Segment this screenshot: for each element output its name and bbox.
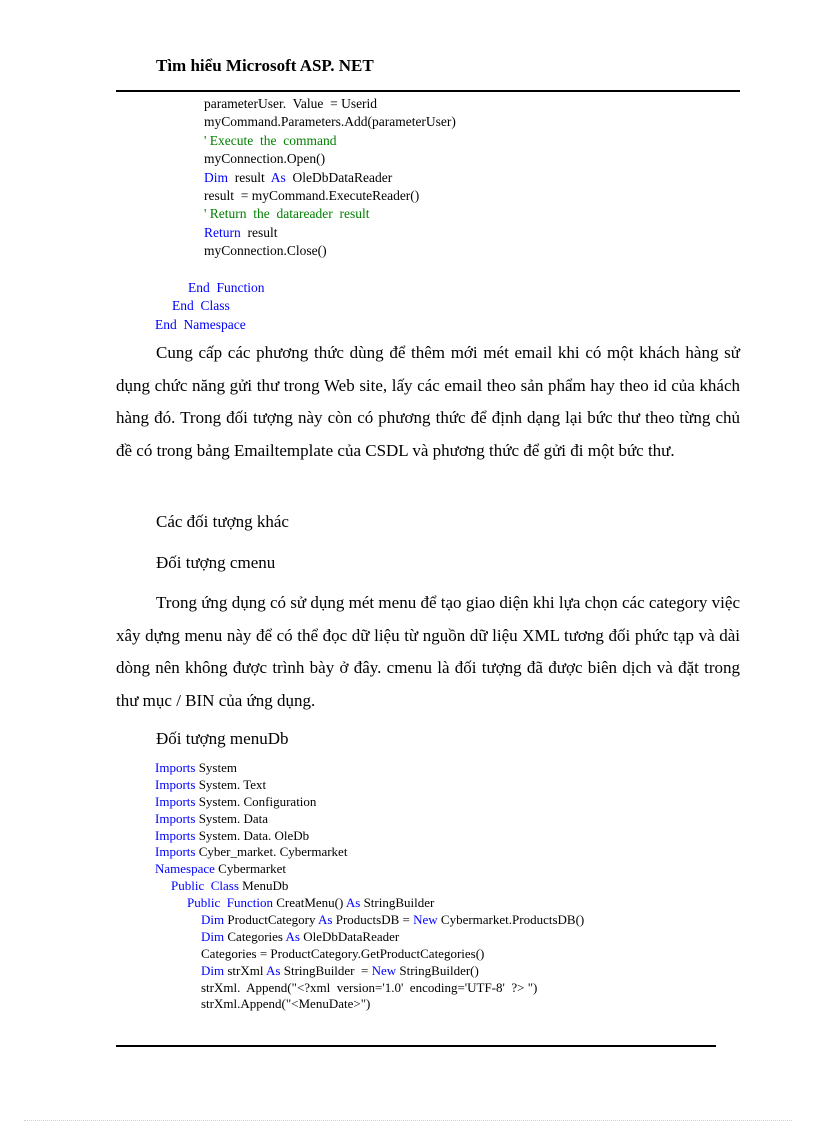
- code-text: strXml.Append("<MenuDate>"): [201, 996, 371, 1012]
- code-text: System. Configuration: [195, 793, 317, 809]
- code-line: [0, 242, 456, 260]
- code-comment: ' Return the datareader result: [204, 206, 370, 222]
- code-line: [0, 844, 584, 861]
- code-line: [0, 95, 456, 113]
- code-text: Cybermarket.ProductsDB(): [437, 912, 585, 928]
- code-line: [0, 811, 584, 828]
- code-keyword: Public Function: [187, 895, 273, 911]
- code-text: parameterUser. Value = Userid: [204, 96, 378, 111]
- code-text: System: [195, 760, 237, 775]
- header-title: Tìm hiểu Microsoft ASP. NET: [156, 56, 374, 75]
- code-text: System. Text: [195, 776, 267, 792]
- code-text: CreatMenu(): [272, 895, 346, 911]
- code-line: [0, 169, 456, 187]
- code-keyword: Imports: [155, 793, 196, 809]
- code-keyword: Public Class: [171, 878, 239, 894]
- code-line: [0, 279, 456, 297]
- code-text: OleDbDataReader: [299, 928, 400, 944]
- code-keyword: End Class: [172, 298, 230, 314]
- code-keyword: As: [318, 912, 333, 928]
- code-text: strXml. Append("<?xml version='1.0' encoding='UTF-8' ?> "): [201, 979, 538, 995]
- code-line: [0, 878, 584, 895]
- footer-rule: [116, 1045, 716, 1047]
- paragraph-2-text: Trong ứng dụng có sử dụng mét menu để tạo giao diện khi lựa chọn các category việc xây dựng menu này để có thể đọc dữ liệu từ nguồn dữ liệu XML tương đối phức tạp và dài dòng nên không được trình bày ở đây. cmenu là đối tượng đã được biên dịch và đặt trong thư mục / BIN của ứng dụng.: [116, 593, 740, 710]
- code-keyword: End Function: [188, 279, 265, 295]
- code-text: myCommand.Parameters.Add(parameterUser): [204, 114, 456, 130]
- code-text: Cybermarket: [214, 861, 287, 877]
- code-line: [0, 261, 456, 279]
- paragraph-1: [116, 337, 740, 467]
- code-text: myConnection.Close(): [204, 243, 327, 259]
- code-text: myConnection.Open(): [204, 151, 326, 167]
- code-block-1: [0, 95, 456, 334]
- code-line: [0, 113, 456, 131]
- code-keyword: As: [345, 895, 361, 911]
- code-keyword: Dim: [204, 169, 229, 185]
- code-line: [0, 297, 456, 315]
- code-keyword: Dim: [201, 962, 225, 978]
- code-line: [0, 861, 584, 878]
- code-text: System. Data. OleDb: [195, 827, 310, 843]
- code-line: [0, 760, 584, 777]
- code-keyword: Dim: [201, 912, 225, 928]
- heading-cmenu: Đối tượng cmenu: [156, 553, 276, 572]
- code-keyword: End Namespace: [155, 316, 246, 332]
- code-text: MenuDb: [238, 878, 289, 894]
- code-keyword: Return: [204, 224, 241, 240]
- code-line: [0, 980, 584, 997]
- code-text: ProductsDB =: [332, 912, 414, 928]
- code-line: [0, 150, 456, 168]
- code-line: [0, 996, 584, 1013]
- code-text: strXml: [224, 962, 267, 978]
- heading-menudb: Đối tượng menuDb: [156, 729, 289, 748]
- code-text: StringBuilder: [360, 895, 435, 911]
- code-keyword: As: [266, 962, 281, 978]
- code-text: StringBuilder(): [396, 962, 479, 978]
- code-keyword: New: [371, 962, 397, 978]
- paragraph-2: [116, 587, 740, 717]
- code-text: Categories: [224, 928, 286, 944]
- page-edge-dotted: [24, 1120, 792, 1121]
- code-keyword: Imports: [155, 776, 196, 792]
- code-text: StringBuilder =: [280, 962, 372, 978]
- code-keyword: Imports: [155, 810, 196, 826]
- paragraph-1-text: Cung cấp các phương thức dùng để thêm mới mét email khi có một khách hàng sử dụng chức năng gửi thư trong Web site, lấy các email theo sản phẩm hay theo id của khách hàng đó. Trong đối tượng này còn có phương thức để định dạng lại bức thư theo từng chủ đề có trong bảng Emailtemplate của CSDL và phương thức để gửi đi một bức thư.: [116, 343, 740, 460]
- code-keyword: Imports: [155, 760, 196, 775]
- code-keyword: Namespace: [155, 861, 215, 877]
- code-text: OleDbDataReader: [285, 169, 393, 185]
- code-line: [0, 794, 584, 811]
- code-line: [0, 963, 584, 980]
- code-text: System. Data: [195, 810, 269, 826]
- code-line: [0, 224, 456, 242]
- code-keyword: Dim: [201, 928, 225, 944]
- code-keyword: Imports: [155, 844, 196, 860]
- code-line: [0, 912, 584, 929]
- code-block-2: [0, 760, 584, 1013]
- code-line: [0, 316, 456, 334]
- code-text: Cyber_market. Cybermarket: [195, 844, 348, 860]
- heading-other-objects: Các đối tượng khác: [156, 512, 289, 531]
- code-line: [0, 777, 584, 794]
- code-line: [0, 828, 584, 845]
- code-keyword: Imports: [155, 827, 196, 843]
- code-text: result = myCommand.ExecuteReader(): [204, 187, 420, 203]
- code-line: [0, 132, 456, 150]
- code-comment: ' Execute the command: [204, 132, 337, 148]
- code-keyword: New: [413, 912, 438, 928]
- code-text: result: [240, 224, 278, 240]
- code-text: ProductCategory: [224, 912, 319, 928]
- code-line: [0, 929, 584, 946]
- code-line: [0, 895, 584, 912]
- code-text: Categories = ProductCategory.GetProductCategories(): [201, 945, 485, 961]
- header-rule: [116, 90, 740, 92]
- code-line: [0, 205, 456, 223]
- code-line: [0, 946, 584, 963]
- code-text: result: [228, 169, 271, 185]
- code-keyword: As: [270, 169, 286, 185]
- code-keyword: As: [285, 928, 300, 944]
- code-line: [0, 187, 456, 205]
